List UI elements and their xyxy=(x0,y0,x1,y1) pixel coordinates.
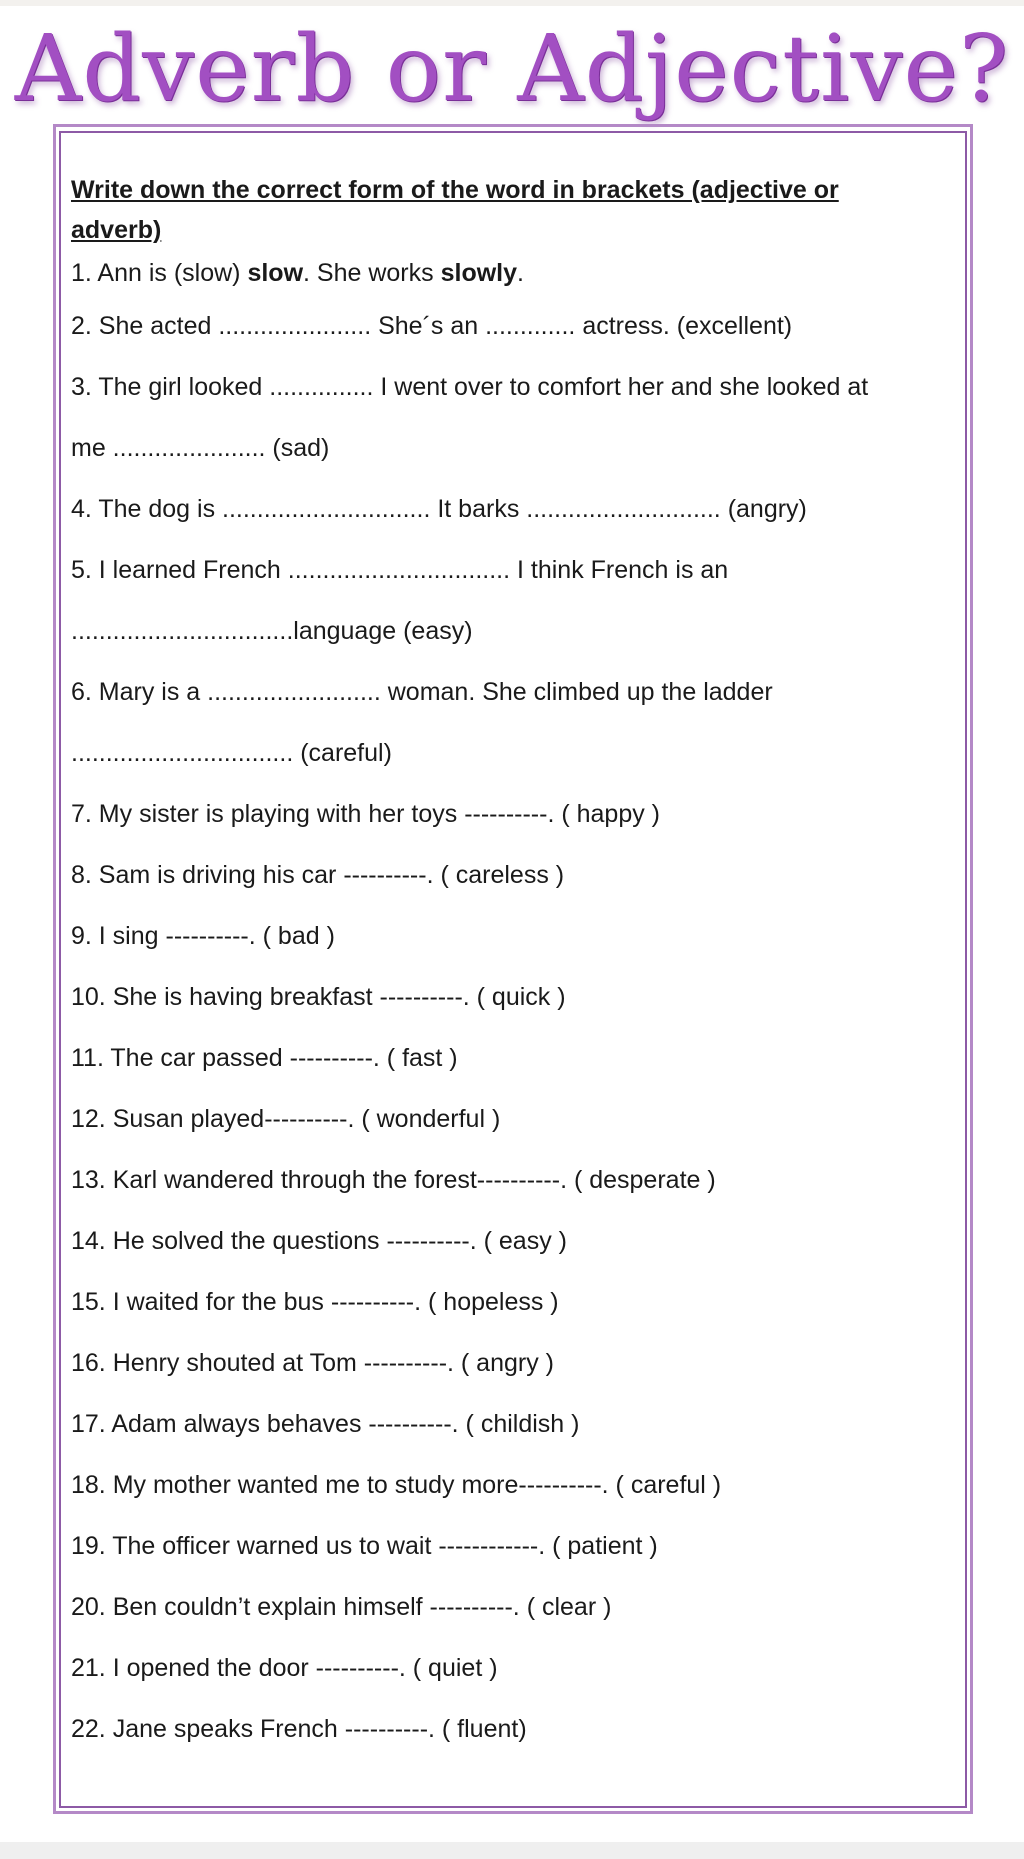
example-sentence xyxy=(71,250,961,296)
exercise-line-22: 22. Jane speaks French ----------. ( fluent) xyxy=(71,1715,527,1743)
exercise-line-18: 18. My mother wanted me to study more----------. ( careful ) xyxy=(71,1471,722,1499)
exercise-line-17: 17. Adam always behaves ----------. ( childish ) xyxy=(71,1410,580,1438)
top-strip xyxy=(0,0,1024,6)
exercise-line-12: 12. Susan played----------. ( wonderful ) xyxy=(71,1105,501,1133)
exercise-line-5a: 5. I learned French ................................ I think French is an xyxy=(71,556,729,584)
bottom-strip xyxy=(0,1842,1024,1859)
exercise-line-6b: ................................ (careful) xyxy=(71,739,392,767)
exercise-line-15: 15. I waited for the bus ----------. ( hopeless ) xyxy=(71,1288,559,1316)
exercise-line-21: 21. I opened the door ----------. ( quiet ) xyxy=(71,1654,498,1682)
exercise-line-3b: me ...................... (sad) xyxy=(71,434,330,462)
example-suffix: . xyxy=(517,259,524,287)
exercise-line-20: 20. Ben couldn’t explain himself ----------. ( clear ) xyxy=(71,1593,612,1621)
exercise-line-14: 14. He solved the questions ----------. ( easy ) xyxy=(71,1227,567,1255)
exercise-line-8: 8. Sam is driving his car ----------. ( careless ) xyxy=(71,861,565,889)
exercise-line-13: 13. Karl wandered through the forest----------. ( desperate ) xyxy=(71,1166,716,1194)
example-middle: . She works xyxy=(303,259,441,287)
instruction: Write down the correct form of the word in brackets (adjective or adverb) xyxy=(71,176,839,244)
exercise-line-10: 10. She is having breakfast ----------. ( quick ) xyxy=(71,983,566,1011)
exercise-line-7: 7. My sister is playing with her toys ----------. ( happy ) xyxy=(71,800,660,828)
exercise-line-4: 4. The dog is .............................. It barks ............................ (angry) xyxy=(71,495,807,523)
exercise-line-2: 2. She acted ...................... She´s an ............. actress. (excellent) xyxy=(71,312,793,340)
example-answer-adjective: slow xyxy=(247,259,304,287)
worksheet-title: Adverb or Adjective? xyxy=(14,15,1010,122)
exercise-line-6a: 6. Mary is a ......................... woman. She climbed up the ladder xyxy=(71,678,773,706)
exercise-line-9: 9. I sing ----------. ( bad ) xyxy=(71,922,335,950)
exercise-line-19: 19. The officer warned us to wait ------------. ( patient ) xyxy=(71,1532,658,1560)
exercise-line-5b: ................................language (easy) xyxy=(71,617,473,645)
example-answer-adverb: slowly xyxy=(440,259,518,287)
exercise-line-16: 16. Henry shouted at Tom ----------. ( angry ) xyxy=(71,1349,554,1377)
exercise-line-3a: 3. The girl looked ............... I went over to comfort her and she looked at xyxy=(71,373,869,401)
worksheet-content xyxy=(71,170,961,1760)
exercise-line-11: 11. The car passed ----------. ( fast ) xyxy=(71,1044,458,1072)
example-prefix: 1. Ann is (slow) xyxy=(71,259,248,287)
